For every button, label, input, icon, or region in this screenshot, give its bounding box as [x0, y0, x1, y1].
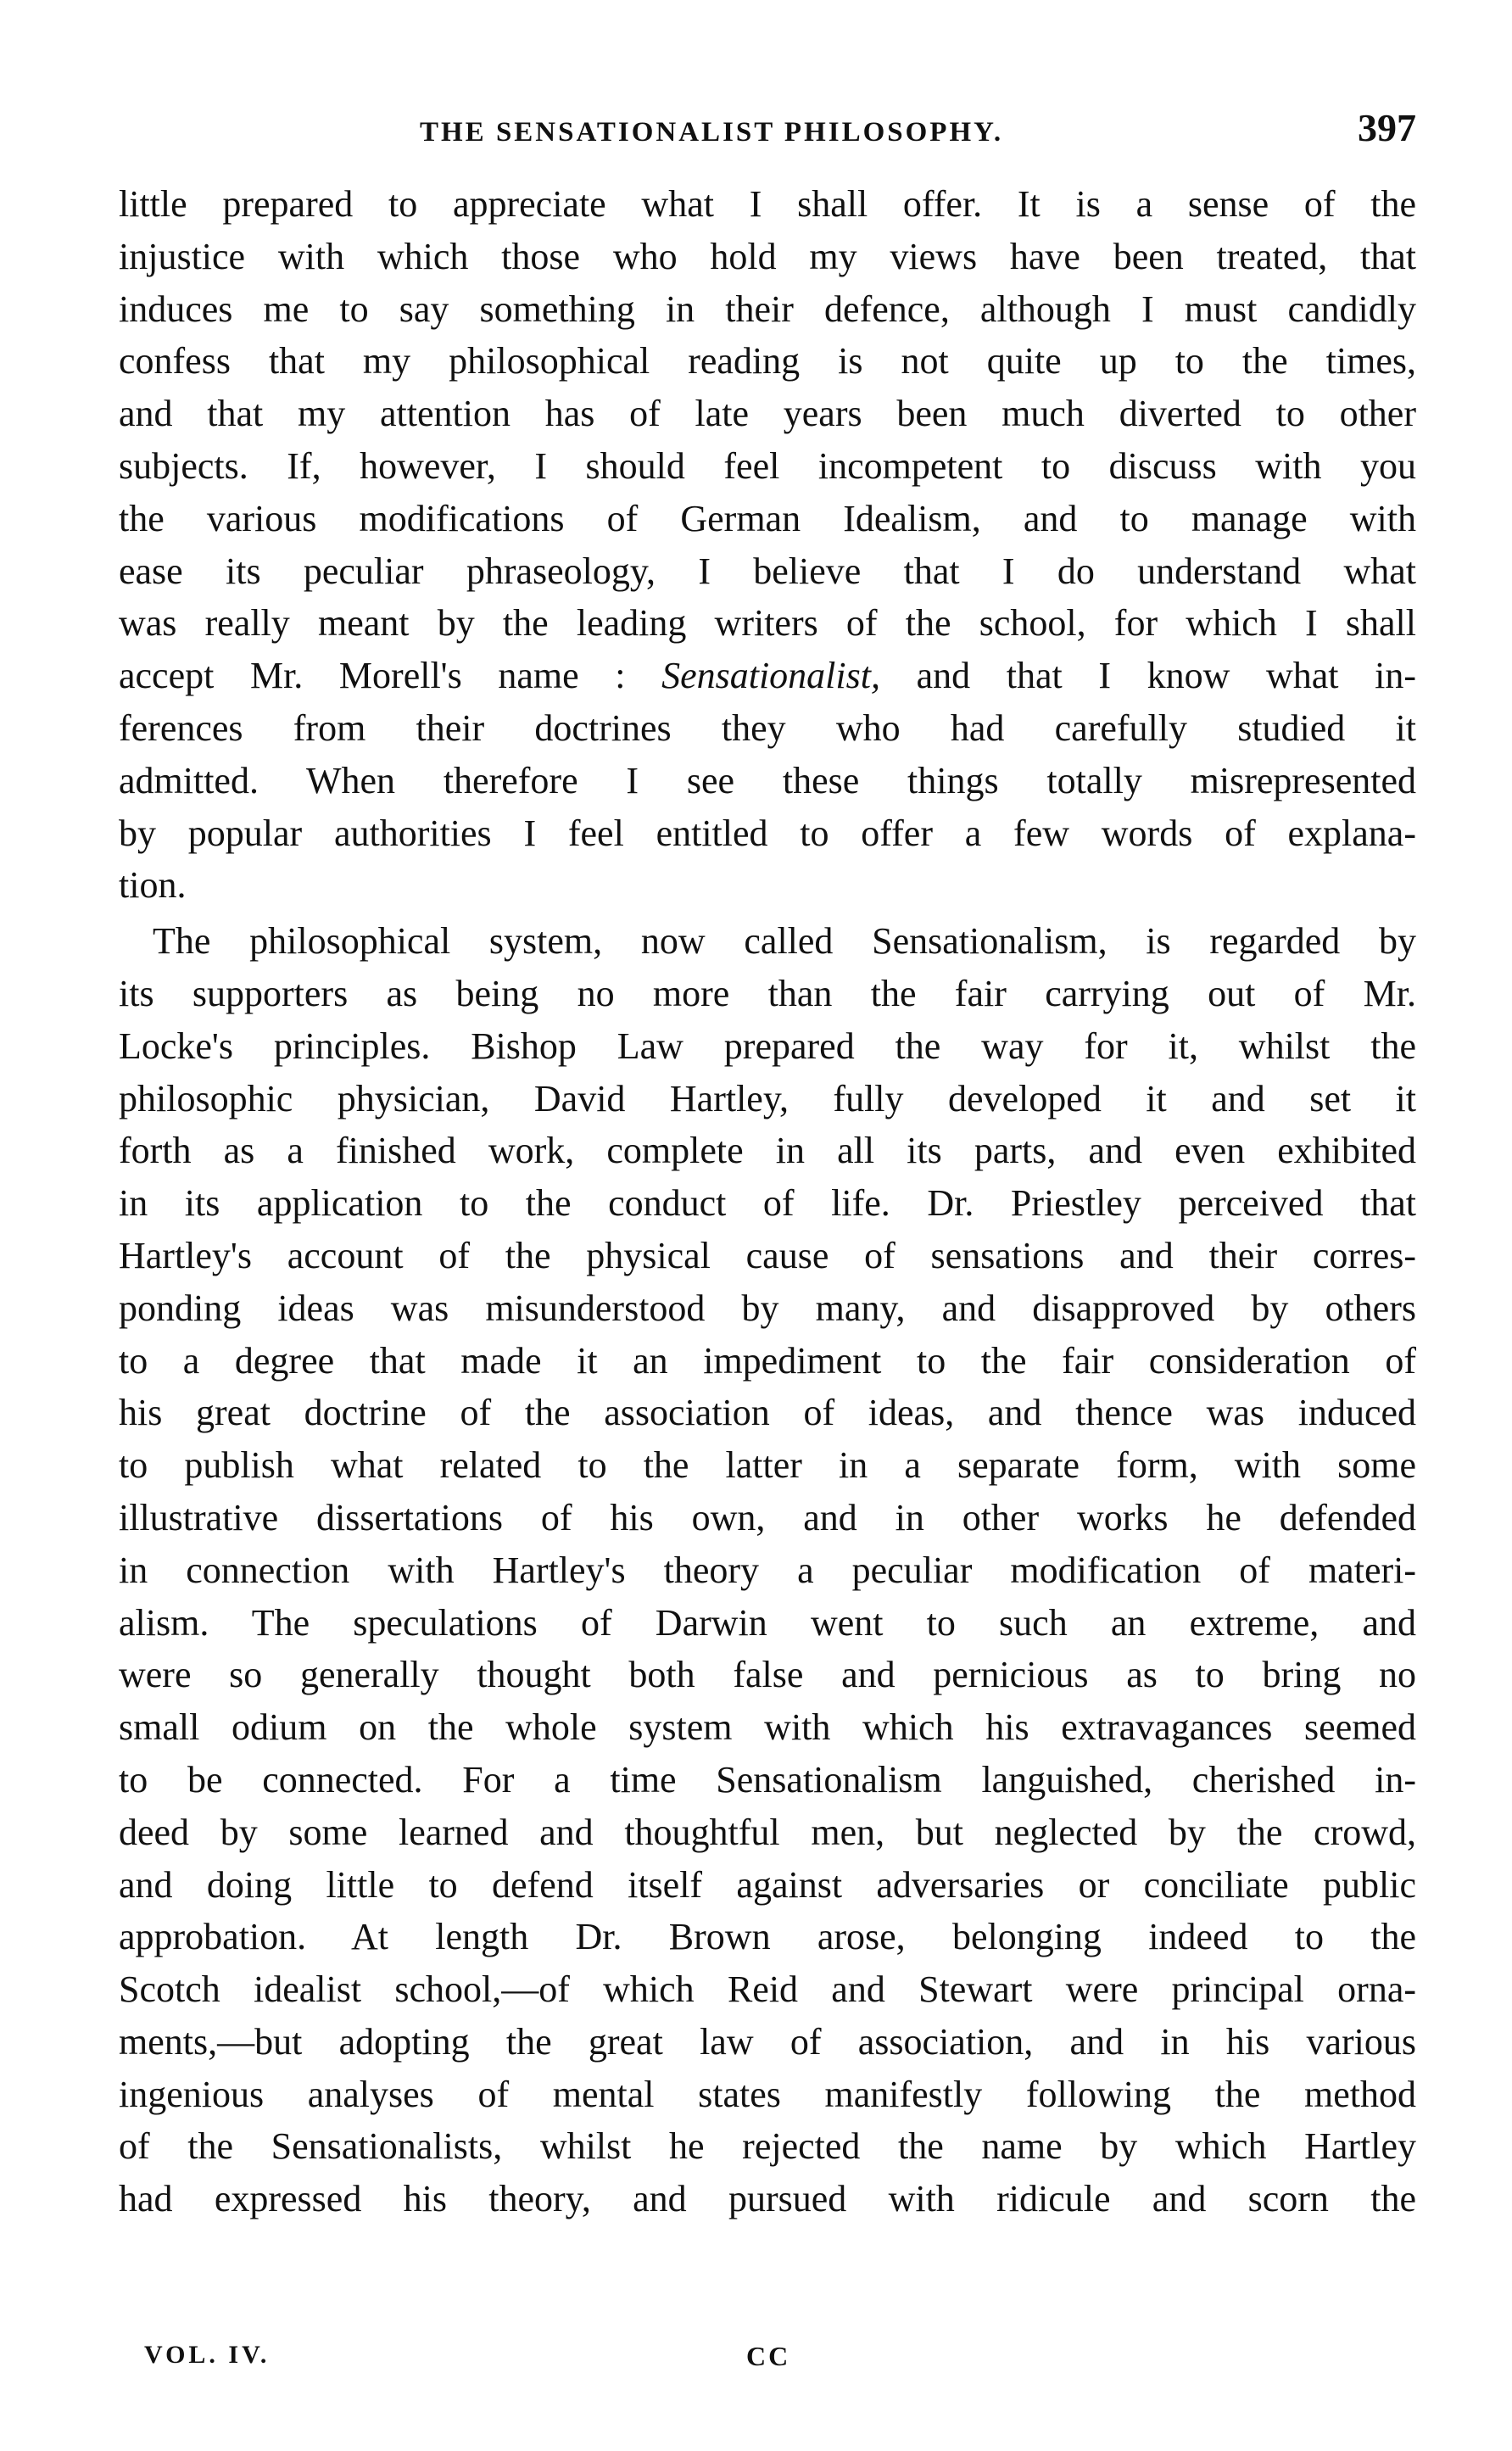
text-line: ferences from their doctrines they who had carefully studied it — [119, 706, 1416, 749]
text-line: deed by some learned and thoughtful men, but neglected by the crowd, — [119, 1811, 1416, 1853]
text-line: The philosophical system, now called Sensationalism, is regarded by — [153, 920, 1416, 963]
text-line: his great doctrine of the association of ideas, and thence was induced — [119, 1392, 1416, 1434]
text-line: Locke's principles. Bishop Law prepared the way for it, whilst the — [119, 1025, 1416, 1067]
page-number: 397 — [1358, 106, 1416, 149]
page-footer — [144, 2341, 1162, 2383]
text-line: ingenious analyses of mental states manifestly following the method — [119, 2073, 1416, 2115]
volume-label: VOL. IV. — [144, 2341, 271, 2369]
text-line: was really meant by the leading writers of the school, for which I shall — [119, 602, 1416, 645]
text-line: induces me to say something in their defence, although I must candidly — [119, 288, 1416, 330]
text-line: injustice with which those who hold my views have been treated, that — [119, 235, 1416, 277]
text-line: of the Sensationalists, whilst he rejected the name by which Hartley — [119, 2125, 1416, 2168]
text-line: philosophic physician, David Hartley, fully developed it and set it — [119, 1077, 1416, 1119]
text-line: ponding ideas was misunderstood by many, and disapproved by others — [119, 1287, 1416, 1329]
text-line: subjects. If, however, I should feel incompetent to discuss with you — [119, 444, 1416, 487]
text-line: to be connected. For a time Sensationalism languished, cherished in- — [119, 1758, 1416, 1801]
text-line: had expressed his theory, and pursued with ridicule and scorn the — [119, 2178, 1416, 2220]
italic-term: Sensationalist, — [661, 655, 880, 697]
running-head — [119, 100, 1416, 151]
text-line: were so generally thought both false and pernicious as to bring no — [119, 1654, 1416, 1696]
text-line: confess that my philosophical reading is not quite up to the times, — [119, 340, 1416, 382]
paragraph-2 — [119, 915, 1416, 2225]
text-line: tion. — [119, 864, 187, 907]
paragraph-1 — [119, 178, 1416, 912]
text-line: the various modifications of German Idealism, and to manage with — [119, 497, 1416, 539]
text-line-with-italic: accept Mr. Morell's name : Sensationalist, and that I know what in- — [119, 655, 1416, 697]
text-line: forth as a finished work, complete in all its parts, and even exhibited — [119, 1130, 1416, 1172]
text-line: Hartley's account of the physical cause of sensations and their corres- — [119, 1234, 1416, 1276]
text-line: to publish what related to the latter in a separate form, with some — [119, 1444, 1416, 1487]
text-line: Scotch idealist school,—of which Reid and Stewart were principal orna- — [119, 1968, 1416, 2011]
text-line: in connection with Hartley's theory a peculiar modification of materi- — [119, 1549, 1416, 1591]
text-line: its supporters as being no more than the fair carrying out of Mr. — [119, 972, 1416, 1014]
signature-mark: CC — [746, 2341, 791, 2371]
text-line: in its application to the conduct of life. Dr. Priestley perceived that — [119, 1182, 1416, 1225]
text-line: admitted. When therefore I see these things totally misrepresented — [119, 759, 1416, 801]
text-line: to a degree that made it an impediment to the fair consideration of — [119, 1339, 1416, 1382]
text-line: illustrative dissertations of his own, and in other works he defended — [119, 1496, 1416, 1538]
text-line: approbation. At length Dr. Brown arose, belonging indeed to the — [119, 1916, 1416, 1958]
body-text — [119, 178, 1416, 2225]
text-line: ease its peculiar phraseology, I believe that I do understand what — [119, 550, 1416, 592]
running-title: THE SENSATIONALIST PHILOSOPHY. — [420, 117, 1004, 148]
text-line: ments,—but adopting the great law of association, and in his various — [119, 2020, 1416, 2063]
text-line: small odium on the whole system with which his extravagances seemed — [119, 1706, 1416, 1749]
text-line: and that my attention has of late years been much diverted to other — [119, 393, 1416, 435]
text-line: little prepared to appreciate what I shall offer. It is a sense of the — [119, 183, 1416, 225]
text-line: by popular authorities I feel entitled to offer a few words of explana- — [119, 812, 1416, 854]
text-line: alism. The speculations of Darwin went to such an extreme, and — [119, 1601, 1416, 1644]
text-line: and doing little to defend itself against adversaries or conciliate public — [119, 1863, 1416, 1906]
